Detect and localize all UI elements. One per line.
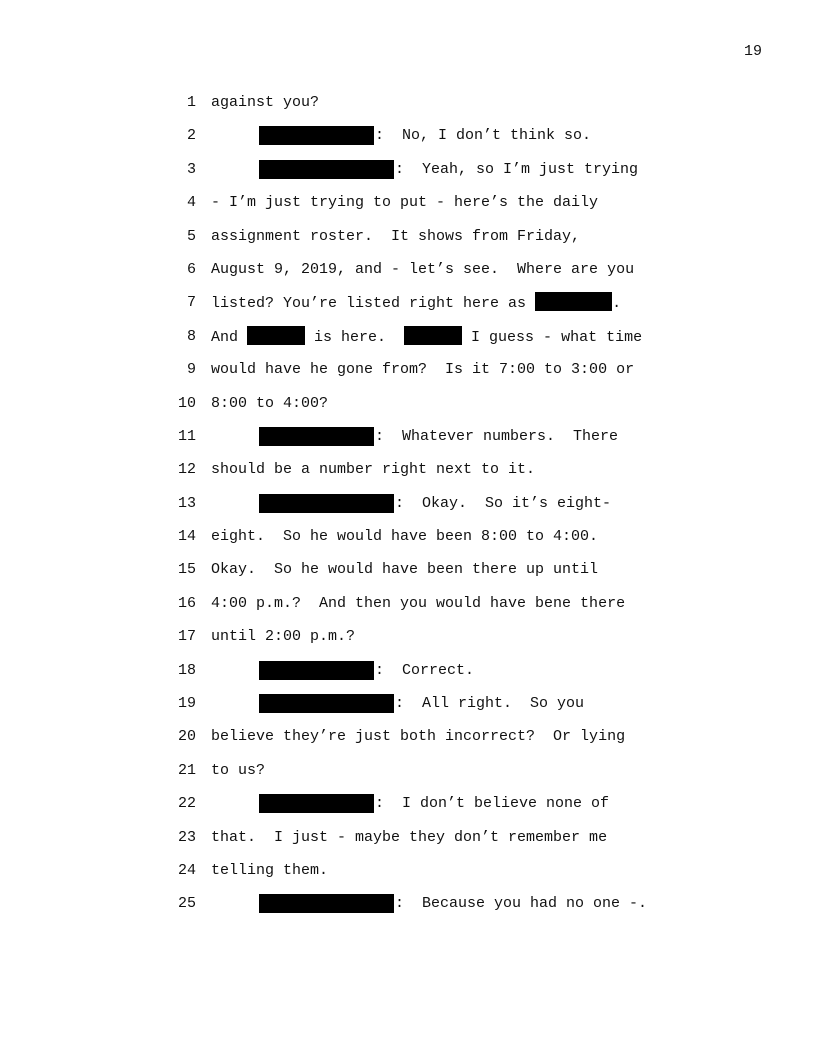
line-number: 11 [177, 427, 196, 445]
transcript-line [0, 660, 816, 693]
line-number: 3 [186, 160, 196, 178]
transcript-line [0, 559, 816, 592]
transcript-line [0, 860, 816, 893]
transcript-line [0, 226, 816, 259]
line-number: 22 [177, 795, 196, 813]
transcript-line [0, 192, 816, 225]
redacted-name [535, 292, 612, 311]
line-text: August 9, 2019, and - let’s see. Where are you [211, 260, 635, 278]
line-text: : Because you had no one -. [395, 895, 648, 913]
line-number: 20 [177, 728, 196, 746]
line-number: 21 [177, 761, 196, 779]
redacted-speaker [259, 694, 394, 713]
line-number: 24 [177, 861, 196, 879]
transcript-line [0, 426, 816, 459]
line-text: 4:00 p.m.? And then you would have bene there [211, 594, 626, 612]
transcript-line [0, 693, 816, 726]
line-number: 5 [186, 227, 196, 245]
transcript-line [0, 526, 816, 559]
line-text: assignment roster. It shows from Friday, [211, 227, 581, 245]
line-number: 7 [186, 294, 196, 312]
line-text: : Yeah, so I’m just trying [395, 160, 639, 178]
redacted-speaker [259, 661, 374, 680]
line-text-part: listed? You’re listed right here as [211, 295, 536, 313]
line-text: : Whatever numbers. There [375, 427, 619, 445]
line-number: 18 [177, 661, 196, 679]
redacted-speaker [259, 494, 394, 513]
page-number: 19 [743, 43, 762, 60]
line-text: : No, I don’t think so. [375, 127, 592, 145]
line-text [211, 326, 642, 349]
line-text: believe they’re just both incorrect? Or lying [211, 728, 626, 746]
line-text: until 2:00 p.m.? [211, 628, 356, 646]
line-text [211, 292, 621, 315]
transcript-line [0, 359, 816, 392]
transcript-line [0, 292, 816, 325]
line-number: 9 [186, 361, 196, 379]
line-number: 2 [186, 127, 196, 145]
line-number: 17 [177, 628, 196, 646]
line-text: : Correct. [375, 661, 475, 679]
line-text: : Okay. So it’s eight- [395, 494, 612, 512]
line-number: 15 [177, 561, 196, 579]
line-number: 14 [177, 528, 196, 546]
line-text: - I’m just trying to put - here’s the daily [211, 194, 599, 212]
line-text: Okay. So he would have been there up until [211, 561, 599, 579]
line-text: would have he gone from? Is it 7:00 to 3:00 or [211, 361, 635, 379]
transcript-line [0, 125, 816, 158]
line-number: 13 [177, 494, 196, 512]
transcript-line [0, 760, 816, 793]
line-text: against you? [211, 94, 320, 111]
line-number: 6 [186, 260, 196, 278]
line-number: 4 [186, 194, 196, 212]
redacted-speaker [259, 894, 394, 913]
line-number: 23 [177, 828, 196, 846]
line-text: eight. So he would have been 8:00 to 4:00. [211, 528, 599, 546]
transcript-line [0, 326, 816, 359]
line-number: 19 [177, 695, 196, 713]
line-text-part: I guess - what time [462, 328, 643, 346]
transcript-line [0, 626, 816, 659]
transcript-line [0, 827, 816, 860]
line-text: : All right. So you [395, 695, 585, 713]
line-number: 16 [177, 594, 196, 612]
line-text: : I don’t believe none of [375, 795, 610, 813]
transcript-line [0, 459, 816, 492]
transcript-line [0, 393, 816, 426]
redacted-speaker [259, 427, 374, 446]
line-number: 12 [177, 461, 196, 479]
redacted-name [404, 326, 462, 345]
line-text-part: And [211, 328, 248, 346]
line-number: 25 [177, 895, 196, 913]
line-text: should be a number right next to it. [211, 461, 536, 479]
line-text-part: . [612, 295, 622, 313]
redacted-speaker [259, 126, 374, 145]
line-text: to us? [211, 761, 266, 779]
redacted-speaker [259, 794, 374, 813]
transcript-line [0, 893, 816, 926]
transcript-line [0, 593, 816, 626]
line-text: that. I just - maybe they don’t remember me [211, 828, 608, 846]
transcript-line [0, 92, 816, 125]
transcript-line [0, 793, 816, 826]
line-text-part: is here. [305, 328, 405, 346]
transcript-body [0, 92, 816, 927]
transcript-line [0, 493, 816, 526]
line-number: 10 [177, 394, 196, 412]
transcript-line [0, 259, 816, 292]
redacted-speaker [259, 160, 394, 179]
line-number: 8 [186, 327, 196, 345]
line-text: 8:00 to 4:00? [211, 394, 329, 412]
line-number: 1 [186, 94, 196, 111]
transcript-line [0, 726, 816, 759]
redacted-name [247, 326, 305, 345]
line-text: telling them. [211, 861, 329, 879]
transcript-line [0, 159, 816, 192]
